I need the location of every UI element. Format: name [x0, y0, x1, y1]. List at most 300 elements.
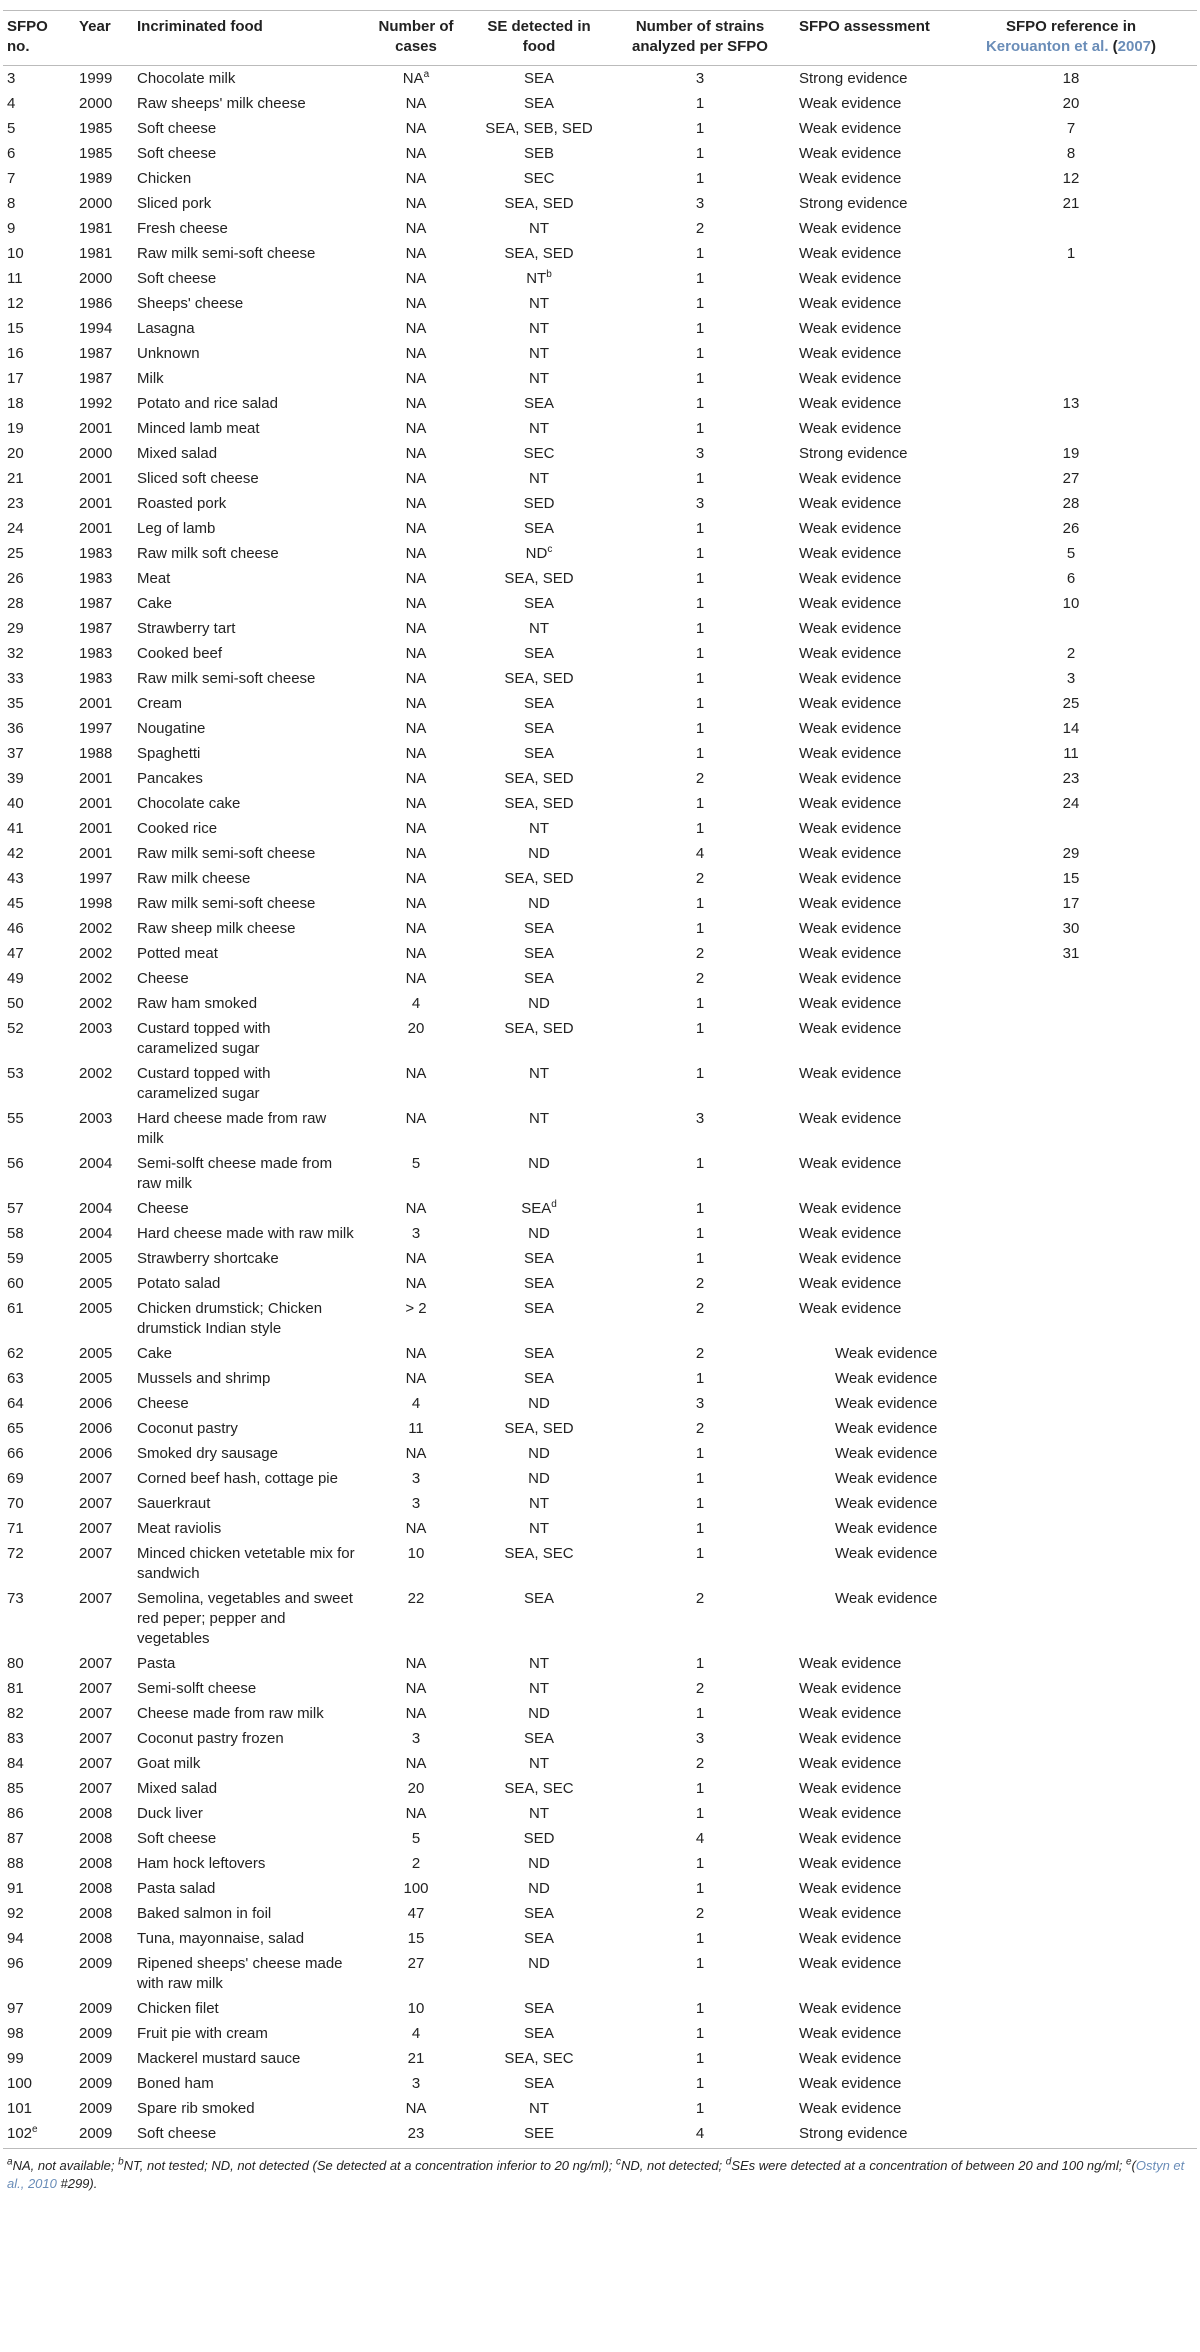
cell-cases — [359, 166, 473, 191]
cell-se — [473, 1466, 605, 1491]
cell-year — [75, 716, 133, 741]
cell-sfpo-no — [3, 266, 75, 291]
cell-cases-text: NA — [405, 1520, 427, 1537]
cell-year-text: 1997 — [79, 870, 113, 887]
cell-year-text: 1983 — [79, 570, 113, 587]
cell-sfpo-no-text: 18 — [7, 395, 24, 412]
cell-food-text: Soft cheese — [137, 2125, 217, 2142]
cell-food-text: Raw ham smoked — [137, 995, 258, 1012]
cell-strains — [605, 1676, 795, 1701]
cell-strains — [605, 2096, 795, 2121]
cell-sfpo-no — [3, 191, 75, 216]
header-sfpo-no: SFPO no. — [3, 11, 75, 66]
cell-sfpo-no — [3, 1391, 75, 1416]
cell-year-text: 2000 — [79, 445, 113, 462]
cell-strains-text: 1 — [695, 1065, 705, 1082]
cell-strains-text: 1 — [695, 820, 705, 837]
cell-assessment — [795, 1926, 945, 1951]
cell-sfpo-no-text: 12 — [7, 295, 24, 312]
cell-food — [133, 341, 359, 366]
cell-assessment — [795, 541, 945, 566]
cell-strains-text: 1 — [695, 545, 705, 562]
cell-year-text: 2001 — [79, 520, 113, 537]
cell-cases-text: 3 — [411, 2075, 421, 2092]
cell-reference — [945, 1271, 1197, 1296]
cell-sfpo-no — [3, 1491, 75, 1516]
cell-sfpo-no-text: 42 — [7, 845, 24, 862]
cell-sfpo-no — [3, 616, 75, 641]
header-year: Year — [75, 11, 133, 66]
cell-assessment — [795, 1516, 945, 1541]
cell-assessment — [795, 966, 945, 991]
cell-strains-text: 4 — [695, 2125, 705, 2142]
cell-sfpo-no — [3, 1221, 75, 1246]
header-reference-author[interactable]: Kerouanton et al. — [985, 38, 1109, 55]
cell-strains-text: 1 — [695, 920, 705, 937]
cell-assessment-text: Weak evidence — [799, 895, 902, 912]
cell-strains-text: 1 — [695, 2000, 705, 2017]
cell-cases — [359, 1196, 473, 1221]
table-row — [3, 716, 1197, 741]
cell-reference — [945, 1106, 1197, 1151]
cell-cases — [359, 641, 473, 666]
cell-cases — [359, 1851, 473, 1876]
cell-assessment — [795, 1651, 945, 1676]
cell-assessment — [795, 116, 945, 141]
cell-year — [75, 166, 133, 191]
cell-cases — [359, 291, 473, 316]
cell-se — [473, 966, 605, 991]
cell-assessment-text: Weak evidence — [799, 1020, 902, 1037]
cell-assessment-text: Weak evidence — [799, 845, 902, 862]
cell-year-text: 2009 — [79, 2000, 113, 2017]
cell-sfpo-no-text: 49 — [7, 970, 24, 987]
cell-year-text: 1987 — [79, 345, 113, 362]
cell-year — [75, 91, 133, 116]
cell-year — [75, 941, 133, 966]
cell-assessment-text: Weak evidence — [835, 1590, 938, 1607]
cell-se-text: SEA — [523, 520, 554, 537]
cell-assessment — [795, 691, 945, 716]
cell-assessment-text: Weak evidence — [799, 145, 902, 162]
cell-sfpo-no-text: 52 — [7, 1020, 24, 1037]
cell-sfpo-no-text: 5 — [7, 120, 16, 137]
cell-sfpo-no — [3, 1651, 75, 1676]
cell-cases-text: NA — [405, 1370, 427, 1387]
sfpo-table — [3, 10, 1197, 2149]
cell-cases-text: 5 — [411, 1830, 421, 1847]
cell-food — [133, 66, 359, 92]
cell-assessment-text: Weak evidence — [799, 1065, 902, 1082]
cell-reference-text: 8 — [1066, 145, 1076, 162]
header-food: Incriminated food — [133, 11, 359, 66]
cell-assessment — [795, 741, 945, 766]
cell-sfpo-no-text: 88 — [7, 1855, 24, 1872]
cell-cases-text: NA — [405, 895, 427, 912]
cell-cases-text: NA — [405, 1755, 427, 1772]
cell-food — [133, 641, 359, 666]
cell-sfpo-no-text: 97 — [7, 2000, 24, 2017]
cell-sfpo-no — [3, 1366, 75, 1391]
cell-year — [75, 841, 133, 866]
table-row — [3, 666, 1197, 691]
cell-year-text: 1998 — [79, 895, 113, 912]
footnote-d-mark: d — [725, 2156, 732, 2168]
table-row — [3, 1106, 1197, 1151]
cell-reference — [945, 191, 1197, 216]
cell-sfpo-no — [3, 1751, 75, 1776]
cell-year-text: 2009 — [79, 2075, 113, 2092]
cell-food — [133, 266, 359, 291]
cell-year — [75, 1541, 133, 1586]
cell-se — [473, 1151, 605, 1196]
table-row — [3, 216, 1197, 241]
cell-assessment-text: Weak evidence — [835, 1445, 938, 1462]
cell-cases — [359, 66, 473, 92]
cell-reference — [945, 416, 1197, 441]
cell-year-text: 2002 — [79, 920, 113, 937]
cell-cases — [359, 1586, 473, 1651]
header-reference-year[interactable]: 2007 — [1117, 38, 1152, 55]
cell-sfpo-no — [3, 866, 75, 891]
cell-food-text: Spaghetti — [137, 745, 201, 762]
cell-assessment — [795, 916, 945, 941]
cell-cases-text: NA — [405, 220, 427, 237]
table-footnote — [3, 2149, 1197, 2201]
cell-cases — [359, 791, 473, 816]
table-row — [3, 1876, 1197, 1901]
cell-cases — [359, 2096, 473, 2121]
cell-se — [473, 866, 605, 891]
cell-strains-text: 1 — [695, 1445, 705, 1462]
cell-se-text: NT — [529, 2100, 549, 2117]
cell-assessment-text: Weak evidence — [799, 645, 902, 662]
cell-sfpo-no — [3, 341, 75, 366]
table-row — [3, 366, 1197, 391]
cell-se — [473, 516, 605, 541]
cell-food — [133, 791, 359, 816]
cell-sfpo-no-text: 63 — [7, 1370, 24, 1387]
cell-food-text: Cooked rice — [137, 820, 218, 837]
table-row — [3, 866, 1197, 891]
cell-se — [473, 791, 605, 816]
cell-assessment — [795, 466, 945, 491]
cell-cases — [359, 491, 473, 516]
cell-sfpo-no-text: 82 — [7, 1705, 24, 1722]
cell-year — [75, 216, 133, 241]
cell-sfpo-no-text: 24 — [7, 520, 24, 537]
cell-food-text: Sheeps' cheese — [137, 295, 244, 312]
cell-food-text: Coconut pastry frozen — [137, 1730, 284, 1747]
cell-sfpo-no — [3, 1701, 75, 1726]
cell-sfpo-no-text: 26 — [7, 570, 24, 587]
table-row — [3, 391, 1197, 416]
cell-assessment-text: Weak evidence — [799, 220, 902, 237]
cell-year-text: 2000 — [79, 270, 113, 287]
cell-assessment-text: Weak evidence — [835, 1545, 938, 1562]
cell-reference — [945, 1751, 1197, 1776]
table-row — [3, 541, 1197, 566]
cell-sfpo-no — [3, 641, 75, 666]
cell-sfpo-no-text: 46 — [7, 920, 24, 937]
cell-assessment — [795, 1466, 945, 1491]
cell-food-text: Smoked dry sausage — [137, 1445, 278, 1462]
cell-cases-text: 22 — [407, 1590, 425, 1607]
cell-year-text: 1987 — [79, 595, 113, 612]
cell-sfpo-no — [3, 1516, 75, 1541]
cell-strains — [605, 891, 795, 916]
cell-food-text: Milk — [137, 370, 164, 387]
cell-year-text: 1981 — [79, 220, 113, 237]
cell-sfpo-no-text: 86 — [7, 1805, 24, 1822]
footnote-marker: d — [551, 1199, 557, 1210]
cell-sfpo-no — [3, 1016, 75, 1061]
cell-strains — [605, 591, 795, 616]
cell-assessment-text: Weak evidence — [799, 1955, 902, 1972]
cell-year-text: 2007 — [79, 1590, 113, 1607]
cell-reference — [945, 816, 1197, 841]
cell-strains — [605, 316, 795, 341]
cell-reference-text: 21 — [1062, 195, 1080, 212]
cell-se — [473, 1776, 605, 1801]
cell-sfpo-no — [3, 1196, 75, 1221]
cell-strains — [605, 941, 795, 966]
cell-se-text: SEC — [523, 170, 555, 187]
cell-se — [473, 91, 605, 116]
cell-reference — [945, 716, 1197, 741]
cell-food-text: Raw milk semi-soft cheese — [137, 845, 316, 862]
cell-sfpo-no-text: 99 — [7, 2050, 24, 2067]
cell-strains-text: 1 — [695, 170, 705, 187]
cell-cases — [359, 766, 473, 791]
cell-assessment — [795, 2096, 945, 2121]
cell-sfpo-no-text: 71 — [7, 1520, 24, 1537]
cell-cases-text: NA — [405, 295, 427, 312]
cell-assessment-text: Weak evidence — [799, 1855, 902, 1872]
cell-year — [75, 991, 133, 1016]
cell-assessment-text: Weak evidence — [799, 120, 902, 137]
cell-strains-text: 1 — [695, 295, 705, 312]
cell-sfpo-no — [3, 566, 75, 591]
cell-strains-text: 1 — [695, 1655, 705, 1672]
cell-se — [473, 916, 605, 941]
cell-sfpo-no — [3, 91, 75, 116]
cell-cases — [359, 1826, 473, 1851]
cell-reference-text: 18 — [1062, 70, 1080, 87]
cell-year-text: 2006 — [79, 1395, 113, 1412]
cell-cases-text: NA — [405, 720, 427, 737]
cell-year-text: 2001 — [79, 820, 113, 837]
cell-strains — [605, 1106, 795, 1151]
cell-strains-text: 1 — [695, 345, 705, 362]
cell-food-text: Raw sheeps' milk cheese — [137, 95, 306, 112]
table-row — [3, 1221, 1197, 1246]
cell-sfpo-no — [3, 1466, 75, 1491]
cell-year — [75, 366, 133, 391]
cell-cases-text: NA — [405, 245, 427, 262]
cell-reference-text: 12 — [1062, 170, 1080, 187]
cell-year — [75, 1196, 133, 1221]
cell-year-text: 2001 — [79, 695, 113, 712]
cell-cases — [359, 591, 473, 616]
cell-cases-text: NA — [405, 170, 427, 187]
cell-sfpo-no-text: 40 — [7, 795, 24, 812]
table-row — [3, 2071, 1197, 2096]
cell-se — [473, 1271, 605, 1296]
cell-se — [473, 1491, 605, 1516]
cell-food-text: Pasta — [137, 1655, 176, 1672]
cell-food — [133, 1926, 359, 1951]
cell-sfpo-no-text: 57 — [7, 1200, 24, 1217]
cell-reference — [945, 66, 1197, 92]
cell-se — [473, 116, 605, 141]
cell-year-text: 2002 — [79, 995, 113, 1012]
cell-reference — [945, 1541, 1197, 1586]
cell-food — [133, 591, 359, 616]
cell-sfpo-no-text: 98 — [7, 2025, 24, 2042]
cell-strains — [605, 1466, 795, 1491]
cell-sfpo-no — [3, 1996, 75, 2021]
cell-strains-text: 1 — [695, 2100, 705, 2117]
cell-cases-text: 20 — [407, 1020, 425, 1037]
cell-reference-text: 28 — [1062, 495, 1080, 512]
cell-strains — [605, 816, 795, 841]
cell-strains — [605, 91, 795, 116]
cell-se-text: NT — [529, 345, 549, 362]
table-row — [3, 191, 1197, 216]
cell-se-text: ND — [528, 1855, 550, 1872]
cell-strains — [605, 1491, 795, 1516]
cell-reference-text: 23 — [1062, 770, 1080, 787]
table-row — [3, 991, 1197, 1016]
footnote-e-mark: e — [1125, 2156, 1132, 2168]
cell-reference — [945, 591, 1197, 616]
cell-reference — [945, 1151, 1197, 1196]
cell-sfpo-no — [3, 891, 75, 916]
cell-food — [133, 1271, 359, 1296]
cell-se — [473, 2096, 605, 2121]
cell-strains-text: 1 — [695, 420, 705, 437]
cell-food — [133, 1541, 359, 1586]
header-reference-prefix: SFPO reference in — [1005, 18, 1137, 35]
cell-food-text: Leg of lamb — [137, 520, 216, 537]
cell-year — [75, 1061, 133, 1106]
table-row — [3, 516, 1197, 541]
cell-strains — [605, 341, 795, 366]
cell-year — [75, 1366, 133, 1391]
cell-sfpo-no-text: 92 — [7, 1905, 24, 1922]
cell-se-text: ND — [528, 1955, 550, 1972]
cell-year — [75, 1246, 133, 1271]
cell-food — [133, 1826, 359, 1851]
cell-se-text: NT — [529, 420, 549, 437]
cell-se-text: SEC — [523, 445, 555, 462]
cell-assessment — [795, 1196, 945, 1221]
cell-year-text: 2006 — [79, 1420, 113, 1437]
cell-cases — [359, 1061, 473, 1106]
cell-strains-text: 1 — [695, 695, 705, 712]
table-row — [3, 1271, 1197, 1296]
cell-year-text: 2003 — [79, 1110, 113, 1127]
cell-se-text: SEE — [523, 2125, 554, 2142]
cell-year — [75, 116, 133, 141]
cell-assessment-text: Strong evidence — [799, 445, 908, 462]
cell-se — [473, 1391, 605, 1416]
cell-food-text: Potato salad — [137, 1275, 221, 1292]
cell-food — [133, 491, 359, 516]
cell-food — [133, 2121, 359, 2149]
cell-food-text: Fresh cheese — [137, 220, 228, 237]
cell-cases-text: NA — [405, 1705, 427, 1722]
cell-food-text: Raw milk semi-soft cheese — [137, 245, 316, 262]
cell-year-text: 1999 — [79, 70, 113, 87]
footnote-a-mark: a — [7, 2156, 13, 2168]
cell-year — [75, 391, 133, 416]
cell-food — [133, 1366, 359, 1391]
cell-assessment — [795, 491, 945, 516]
cell-cases — [359, 1151, 473, 1196]
cell-reference — [945, 866, 1197, 891]
cell-assessment-text: Weak evidence — [799, 795, 902, 812]
cell-assessment-text: Weak evidence — [799, 1655, 902, 1672]
cell-strains — [605, 241, 795, 266]
cell-cases — [359, 1366, 473, 1391]
table-row — [3, 916, 1197, 941]
cell-reference-text: 31 — [1062, 945, 1080, 962]
cell-sfpo-no — [3, 316, 75, 341]
cell-reference — [945, 441, 1197, 466]
cell-sfpo-no-text: 66 — [7, 1445, 24, 1462]
cell-se — [473, 1876, 605, 1901]
cell-assessment — [795, 591, 945, 616]
cell-reference-text: 29 — [1062, 845, 1080, 862]
cell-reference — [945, 2046, 1197, 2071]
cell-assessment — [795, 341, 945, 366]
cell-strains — [605, 466, 795, 491]
cell-sfpo-no — [3, 2021, 75, 2046]
cell-sfpo-no-text: 6 — [7, 145, 16, 162]
cell-sfpo-no-text: 7 — [7, 170, 16, 187]
cell-food — [133, 441, 359, 466]
cell-food — [133, 1851, 359, 1876]
cell-food — [133, 1341, 359, 1366]
cell-se — [473, 366, 605, 391]
cell-reference — [945, 1951, 1197, 1996]
cell-assessment — [795, 1541, 945, 1586]
cell-year — [75, 1016, 133, 1061]
cell-se — [473, 616, 605, 641]
cell-se — [473, 1951, 605, 1996]
cell-assessment — [795, 91, 945, 116]
cell-se — [473, 1801, 605, 1826]
cell-strains — [605, 791, 795, 816]
cell-cases-text: NA — [405, 1200, 427, 1217]
table-row — [3, 566, 1197, 591]
cell-assessment-text: Weak evidence — [799, 295, 902, 312]
table-row — [3, 1996, 1197, 2021]
table-row — [3, 1676, 1197, 1701]
cell-assessment — [795, 2021, 945, 2046]
cell-strains-text: 1 — [695, 1955, 705, 1972]
footnote-e-link[interactable]: Ostyn et al., 2010 — [7, 2158, 1185, 2191]
cell-sfpo-no-text: 80 — [7, 1655, 24, 1672]
cell-se — [473, 1701, 605, 1726]
cell-strains — [605, 1801, 795, 1826]
cell-food-text: Potato and rice salad — [137, 395, 278, 412]
cell-reference — [945, 1826, 1197, 1851]
cell-se-text: SEA, SED — [504, 245, 574, 262]
cell-se — [473, 1751, 605, 1776]
